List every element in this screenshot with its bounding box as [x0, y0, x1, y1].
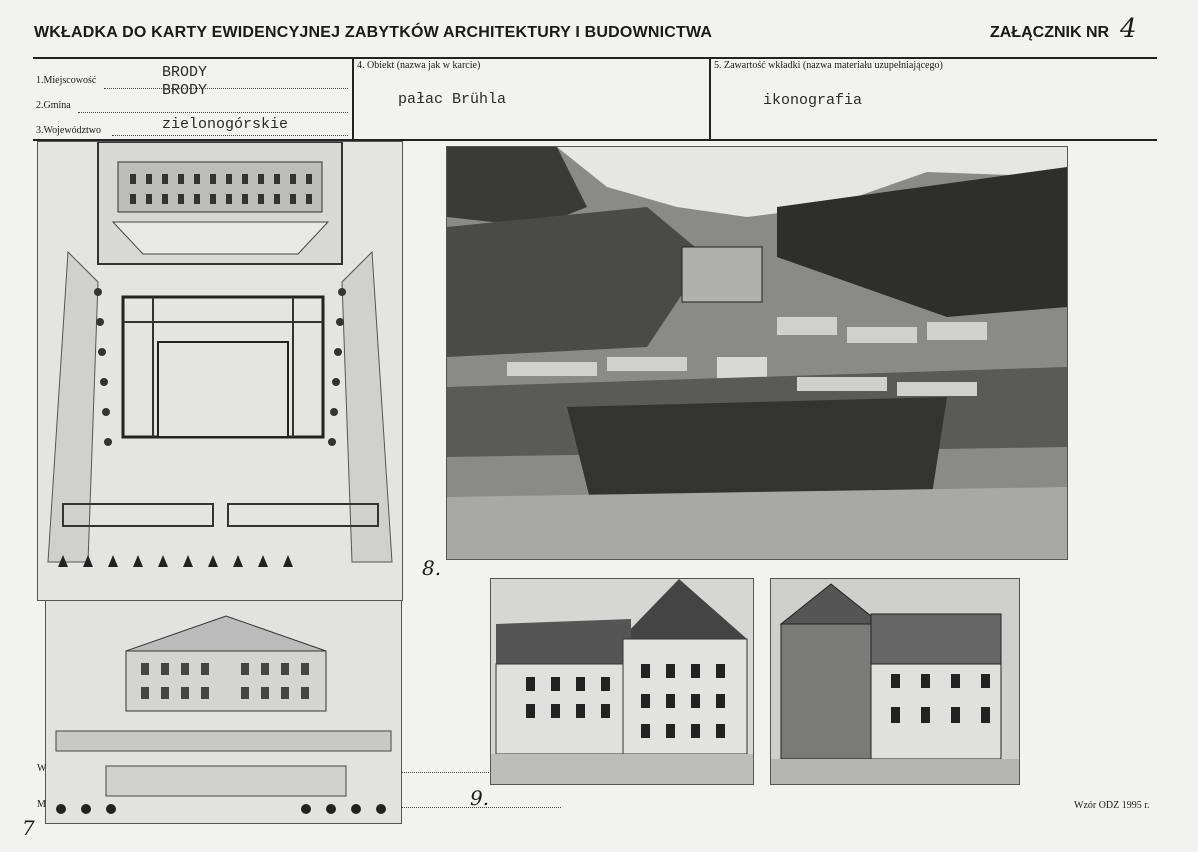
annex-number: 4 [1120, 14, 1137, 44]
form-title: WKŁADKA DO KARTY EWIDENCYJNEJ ZABYTKÓW ARCHITEKTURY I BUDOWNICTWA [34, 24, 713, 41]
commune-label: 2.Gmina [36, 100, 71, 111]
handwritten-number-9: 9. [470, 786, 490, 810]
aerial-photo [446, 146, 1068, 560]
palace-elevation-drawing [45, 600, 402, 824]
object-value: pałac Brühla [398, 91, 507, 108]
form-divider-2 [709, 57, 711, 140]
annex-label: ZAŁĄCZNIK NR [990, 24, 1110, 41]
fragment-w: W [37, 763, 47, 774]
form-divider-1 [352, 57, 354, 140]
content-label: 5. Zawartość wkładki (nazwa materiału uzupełniającego) [714, 60, 943, 71]
locality-dotline [104, 87, 348, 89]
commune-value: BRODY [162, 82, 208, 99]
form-top-rule [33, 57, 1157, 59]
handwritten-number-8: 8. [422, 556, 442, 580]
palace-section-drawing [770, 578, 1020, 785]
object-label: 4. Obiekt (nazwa jak w karcie) [357, 60, 481, 71]
commune-dotline [78, 111, 348, 113]
content-value: ikonografia [763, 92, 863, 109]
voivodeship-dotline [112, 134, 348, 136]
handwritten-number-7: 7 [22, 816, 35, 840]
locality-value: BRODY [162, 64, 208, 81]
dotline-w [401, 771, 491, 773]
voivodeship-value: zielonogórskie [162, 116, 289, 133]
locality-label: 1.Miejscowość [36, 75, 97, 86]
form-reference: Wzór ODZ 1995 r. [1074, 800, 1150, 811]
voivodeship-label: 3.Województwo [36, 125, 102, 136]
fragment-m: M [37, 799, 46, 810]
site-plan-drawing [37, 141, 403, 601]
palace-facade-drawing [490, 578, 754, 785]
